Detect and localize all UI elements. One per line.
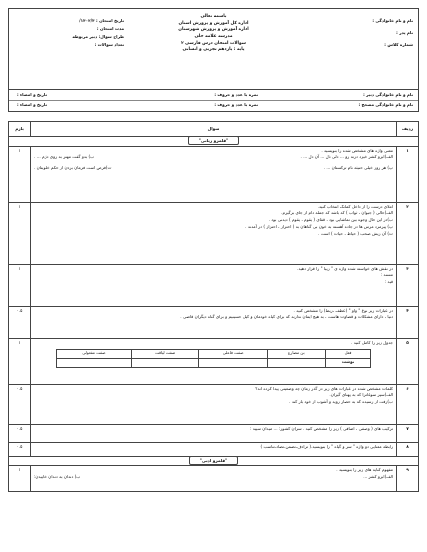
province-office: اداره کل آموزش و پرورش استان — [178, 20, 249, 26]
table-header-row — [9, 122, 419, 137]
question-number: ۱ — [397, 146, 419, 202]
question-score: ۱ — [9, 466, 31, 492]
question-row — [9, 338, 419, 384]
question-body: مفهوم کنایه های زیر را بنویسید . الف)ابرو کشر ... ب) دندان به دندان خاییدن: — [31, 466, 397, 492]
present-stem-col-header: بن مضارع — [268, 350, 326, 359]
teacher-date-label: تاریخ و امضاء : — [17, 92, 47, 97]
father-name-field: نام پدر : — [396, 30, 413, 35]
question-row — [9, 442, 419, 456]
score-header: بارم — [9, 122, 31, 137]
exam-header — [8, 8, 419, 90]
merit-adj-col-header: صفت لیاقت — [132, 350, 199, 359]
bismillah: باسمه تعالی — [200, 14, 227, 19]
corrector-score-label: نمره با عدد و حروف : — [214, 102, 258, 107]
question-number: ۵ — [397, 338, 419, 384]
verb-value: نوشت — [325, 359, 371, 368]
agent-adj-col-header: صفت فاعلی — [199, 350, 268, 359]
class-number-field: شماره کلاس : — [384, 42, 413, 47]
question-row — [9, 424, 419, 442]
student-name-field: نام و نام خانوادگی : — [372, 18, 413, 23]
section-language: "قلمرو زبانی" — [9, 137, 419, 147]
question-number: ۳ — [397, 264, 419, 306]
answer-cell — [268, 359, 326, 368]
question-row — [9, 306, 419, 338]
grade-level: پایه : یازدهم تجربی و انسانی — [182, 47, 245, 53]
exam-title-block — [119, 14, 308, 54]
section-literary: "قلمرو ادبی" — [9, 456, 419, 466]
question-row — [9, 146, 419, 202]
student-info — [303, 18, 413, 54]
question-body: املای درست را از داخل کمانک انتخاب کنید. الف)حالی ( جبوان ، ثواب ) که باشد که جمله دام از جای برگیرم. ب)در این حال وجوه بین تماشایی بود ، قفای ( یقوم ، یقوم ) دیدنی بود . پ) پیرمرد مرس ها در جاده آهسته به خون بی گناهان به ( احتراز ، احتزاز ) در آمدند . ت) آن زیش صحب ( حیاط ، حیات ) است . — [31, 202, 397, 264]
question-number: ۷ — [397, 424, 419, 442]
teacher-score-label: نمره با عدد و حروف : — [214, 92, 258, 97]
question-row — [9, 202, 419, 264]
question-number: ۲ — [397, 202, 419, 264]
teacher-name-label: نام و نام خانوادگی دبیر : — [363, 92, 413, 97]
exam-date: تاریخ امتحان : ۱۴۰۲/۳/ — [79, 18, 124, 23]
question-body: کلمات مشخص شده در عبارات های زیر در گذر زمان چه وضعیتی پیدا کرده اند؟ الف)سپر سوغاترا که به پهنای گیران. ب)رفت از رسیده که به حصار روید و آشوب از خود بار کند . — [31, 384, 397, 424]
question-designer: طراح سوال: دبیر مربوطه — [72, 34, 124, 39]
question-body: معنی واژه های مشخص شده را بنویسید . الف)ابرو کشر خیزد درنه رو ... دلی ذل ... آن دل ... . ب) بدو گفت مهتر به روی دژم ... . پ) هر روز خیلی حنیثه نام ترکستان ... . ت)فرص است فرمان بردن از حکم خلوبتان . — [31, 146, 397, 202]
exam-info — [14, 18, 124, 50]
city-office: اداره آموزش و پرورش شهرستان — [178, 27, 249, 33]
question-row — [9, 384, 419, 424]
school-name: مدرسه علامه حلی — [194, 33, 233, 39]
question-score: ۱ — [9, 202, 31, 264]
question-score: ۱ — [9, 338, 31, 384]
question-number: ۹ — [397, 466, 419, 492]
verb-col-header: فعل — [325, 350, 371, 359]
passive-adj-col-header: صفت مفعولی — [56, 350, 132, 359]
question-body: رابطه معنایی دو واژه " سر و گیاه " را بنویسید.( ترادف،تضمن،تضاد،تناسب ) — [31, 442, 397, 456]
question-score: ۱ — [9, 264, 31, 306]
question-header: سوال — [31, 122, 397, 137]
corrector-name-label: نام و نام خانوادگی مصحح : — [358, 102, 413, 107]
question-body: جدول زیر را کامل کنید . فعل بن مضارع صفت فاعلی صفت لیاقت صفت مفعولی نوشت — [31, 338, 397, 384]
corrector-date-label: تاریخ و امضاء : — [17, 102, 47, 107]
question-score: ۰.۵ — [9, 306, 31, 338]
signature-block — [8, 90, 419, 112]
corrector-row — [9, 100, 418, 110]
question-count: تعداد سوالات : — [94, 42, 124, 47]
answer-cell — [132, 359, 199, 368]
question-score: ۰.۵ — [9, 442, 31, 456]
exam-duration: مدت امتحان : — [96, 26, 124, 31]
question-body: در عبارات زیر نوع " واو " (عطف ،ربط) را مشخص کنید . دنیا ، دارای مشکلات و قضاوت هاست ، به هیچ ایمان ندارند که برای کیاه خودمان و کیل حسینیم و برای گناه دیگران قاضی . — [31, 306, 397, 338]
question-row — [9, 466, 419, 492]
question-body: ترکیب های ( وصفی ، اضافی ) زیر را مشخص کنید . سران کشور: ... میدان سپید : — [31, 424, 397, 442]
answer-cell — [199, 359, 268, 368]
question-score: ۱ — [9, 146, 31, 202]
question-row — [9, 264, 419, 306]
question-number: ۸ — [397, 442, 419, 456]
verb-forms-table — [56, 349, 372, 368]
questions-table — [8, 121, 419, 492]
answer-cell — [56, 359, 132, 368]
question-score: ۰.۵ — [9, 424, 31, 442]
row-header: ردیف — [397, 122, 419, 137]
question-number: ۴ — [397, 306, 419, 338]
exam-subject: سوالات امتحان درس فارسی ۲ — [181, 40, 246, 46]
question-body: در نقش های خواسته شده واژه ی " زیبا " را قرار دهید. مسند : قید : — [31, 264, 397, 306]
question-number: ۶ — [397, 384, 419, 424]
question-score: ۰.۵ — [9, 384, 31, 424]
